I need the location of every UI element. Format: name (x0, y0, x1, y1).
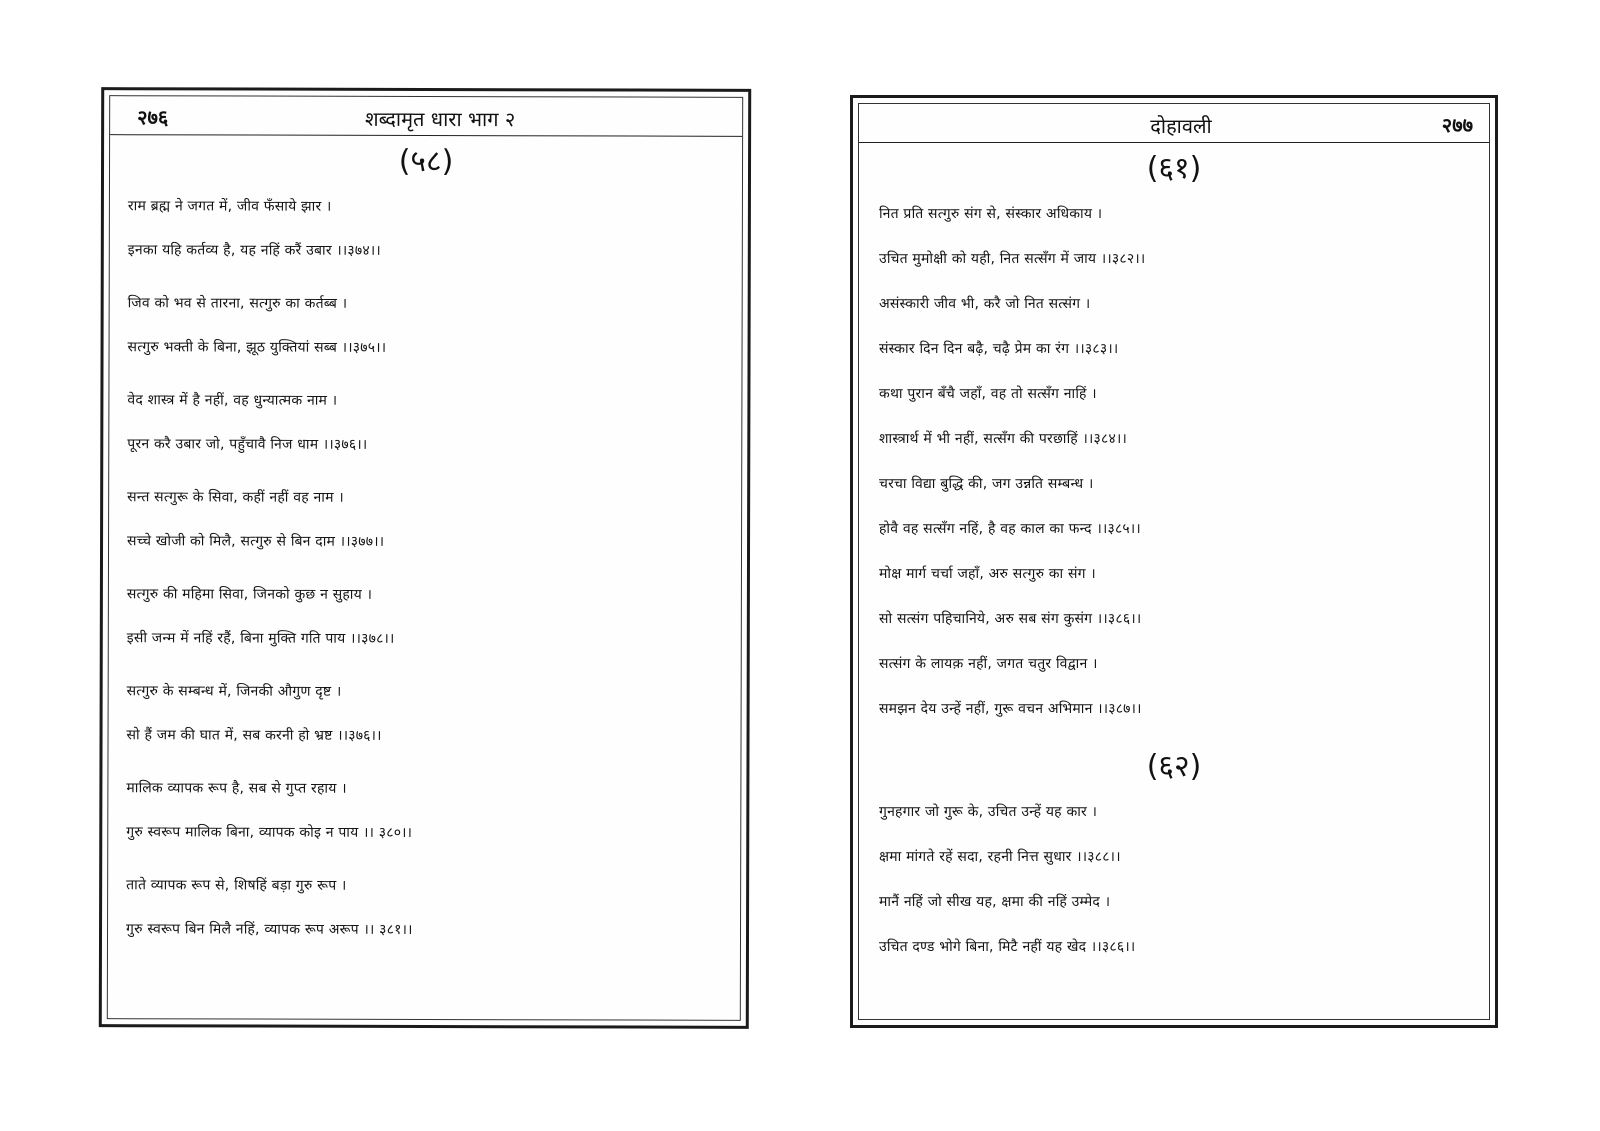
right-page (850, 95, 1498, 1028)
verse-line: शास्त्रार्थ में भी नहीं, सत्सँग की परछाहिं ।।३८४।। (879, 431, 1127, 447)
page-number: २७६ (137, 105, 169, 130)
running-title: दोहावली (1150, 114, 1212, 138)
verse-line: इनका यहि कर्तव्य है, यह नहिं करैं उबार ।।३७४।। (127, 242, 381, 259)
verse-line: संस्कार दिन दिन बढ़ै, चढ़ै प्रेम का रंग ।।३८३।। (879, 341, 1119, 357)
verse-line: जिव को भव से तारना, सत्गुरु का कर्तब्ब । (127, 295, 348, 312)
section-number: (६२) (1146, 749, 1202, 784)
verse-line: सत्गुरु भक्ती के बिना, झूठ युक्तियां सब्ब ।।३७५।। (127, 339, 387, 356)
couplet (109, 378, 741, 468)
verse-line: पूरन करै उबार जो, पहुँचावै निज धाम ।।३७६।। (127, 436, 368, 453)
verse-line: गुरु स्वरूप मालिक बिना, व्यापक कोइ न पाय ।। ३८०।। (126, 824, 413, 841)
couplet (108, 669, 740, 759)
verse-line: सत्गुरु की महिमा सिवा, जिनको कुछ न सुहाय । (126, 586, 373, 603)
verse-line: सत्गुरु के सम्बन्ध में, जिनकी औगुण दृष्ट । (126, 683, 342, 700)
verse-line: मालिक व्यापक रूप है, सब से गुप्त रहाय । (126, 780, 347, 797)
left-page (99, 87, 751, 1029)
verse-line: ताते व्यापक रूप से, शिषहिं बड़ा गुरु रूप । (126, 877, 347, 894)
verse-line: उचित मुमोक्षी को यही, नित सत्सँग में जाय ।।३८२।। (879, 251, 1146, 267)
left-page-body (108, 138, 742, 962)
verse-line: राम ब्रह्म ने जगत में, जीव फँसाये झार । (127, 198, 332, 215)
verse-line: गुनहगार जो गुरू के, उचित उन्हें यह कार । (879, 804, 1098, 820)
right-page-header (859, 104, 1489, 143)
couplet (109, 475, 741, 565)
verse-line: सो सत्संग पहिचानिये, अरु सब संग कुसंग ।।३८६।। (879, 611, 1142, 627)
section-number: (५८) (398, 143, 454, 180)
verse-line: इसी जन्म में नहिं रहैं, बिना मुक्ति गति पाय ।।३७८।। (126, 630, 395, 647)
verse-line: सन्त सत्गुरू के सिवा, कहीं नहीं वह नाम । (127, 489, 344, 506)
verse-line: वेद शास्त्र में है नहीं, वह धुन्यात्मक नाम । (127, 392, 338, 409)
left-page-header (110, 96, 742, 137)
section-number: (६१) (1146, 151, 1202, 186)
couplet (110, 184, 742, 274)
left-page-inner-border (107, 95, 743, 1021)
verse-line: उचित दण्ड भोगे बिना, मिटै नहीं यह खेद ।।३८६।। (879, 939, 1136, 955)
verse-line: गुरु स्वरूप बिन मिलै नहिं, व्यापक रूप अरूप ।। ३८१।। (126, 921, 413, 938)
verse-line: समझन देय उन्हें नहीं, गुरू वचन अभिमान ।।३८७।। (879, 701, 1142, 717)
verse-line: मोक्ष मार्ग चर्चा जहाँ, अरु सत्गुरु का संग । (879, 566, 1096, 582)
verse-line: मानैं नहिं जो सीख यह, क्षमा की नहिं उम्मेद । (879, 894, 1111, 910)
verse-line: सच्चे खोजी को मिलै, सत्गुरु से बिन दाम ।।३७७।। (127, 533, 385, 550)
couplet (109, 572, 741, 662)
verse-line: सत्संग के लायक़ नहीं, जगत चतुर विद्वान । (879, 656, 1098, 672)
page-number: २७७ (1441, 113, 1473, 137)
verse-line: असंस्कारी जीव भी, करै जो नित सत्संग । (879, 296, 1091, 312)
couplet (109, 281, 741, 371)
right-page-body (859, 146, 1489, 970)
verse-line: कथा पुरान बँचै जहाँ, वह तो सत्सँग नाहिं । (879, 386, 1097, 402)
couplet (108, 766, 740, 856)
running-title: शब्दामृत धारा भाग २ (364, 106, 516, 132)
verse-line: क्षमा मांगते रहें सदा, रहनी नित्त सुधार ।।३८८।। (879, 849, 1121, 865)
right-page-inner-border (858, 103, 1490, 1020)
verse-line: नित प्रति सत्गुरु संग से, संस्कार अधिकाय । (879, 206, 1103, 222)
section-spacer (859, 732, 1489, 744)
verse-line: होवै वह सत्सँग नहिं, है वह काल का फन्द ।।३८५।। (879, 521, 1141, 537)
verse-line: सो हैं जम की घात में, सब करनी हो भ्रष्ट ।।३७६।। (126, 727, 382, 744)
couplet (108, 863, 740, 953)
verse-line: चरचा विद्या बुद्धि की, जग उन्नति सम्बन्ध । (879, 476, 1094, 492)
